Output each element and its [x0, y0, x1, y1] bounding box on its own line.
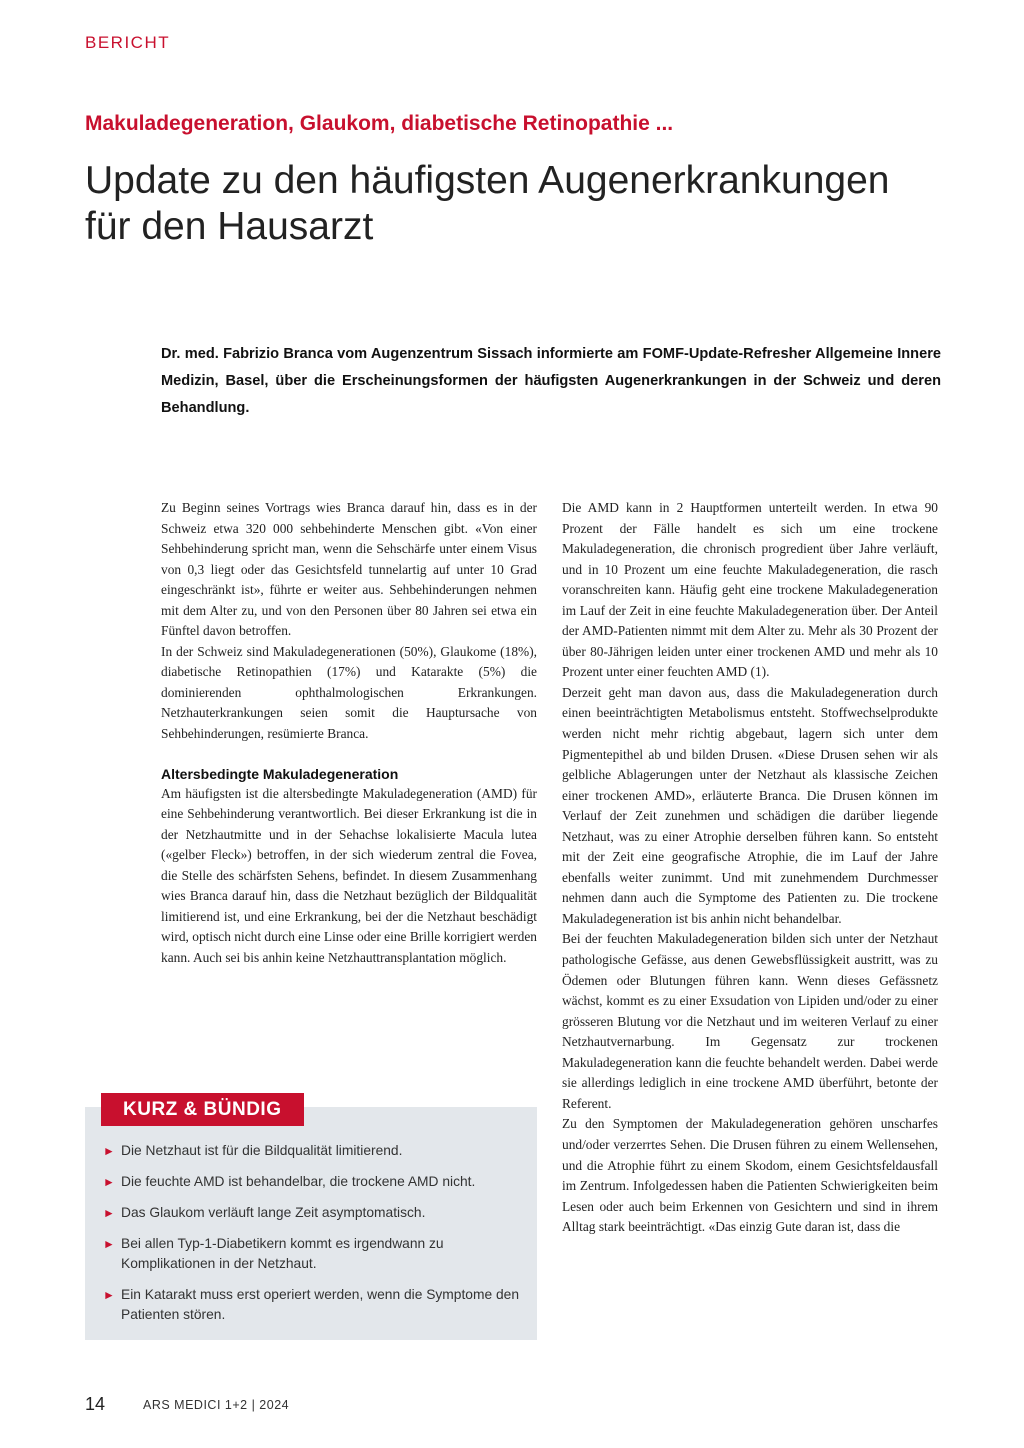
bullet-arrow-icon: ►: [103, 1237, 115, 1251]
kicker-title: Makuladegeneration, Glaukom, diabetische Retinopathie ...: [85, 112, 674, 135]
body-paragraph: Bei der feuchten Makuladegeneration bilden sich unter der Netzhaut pathologische Gefässe, aus denen Gewebsflüssigkeit austritt, was zu Ödemen oder Blutungen führen kann. Wenn dieses Gefässnetz wächst, kommt es zu einer Exsudation von Lipiden und/oder zu einer grösseren Blutung vor die Netzhaut und im weiteren Verlauf zu einer Netzhautvernarbung. Im Gegensatz zur trockenen Makuladegeneration kann die feuchte behandelt werden. Dabei werde sie allerdings lediglich in eine trockene AMD überführt, betonte der Referent.: [562, 931, 938, 1111]
section-label: BERICHT: [85, 33, 171, 52]
headline-line-1: Update zu den häufigsten Augenerkrankungen: [85, 159, 890, 202]
journal-issue: ARS MEDICI 1+2 | 2024: [143, 1398, 290, 1412]
headline-line-2: für den Hausarzt: [85, 205, 374, 248]
lead-paragraph: Dr. med. Fabrizio Branca vom Augenzentrum Sissach informierte am FOMF-Update-Refresher Allgemeine Innere Medizin, Basel, über die Erscheinungsformen der häufigsten Augenerkrankungen in der Schweiz und deren Behandlung.: [161, 346, 941, 416]
body-paragraph: Zu den Symptomen der Makuladegeneration gehören unscharfes und/oder verzerrtes Sehen. Die Drusen führen zu einem Wellensehen, und die Atrophie führt zu einem Skodom, einem Gesichtsfeldausfall im Zentrum. Infolgedessen haben die Patienten Schwierigkeiten beim Lesen oder auch beim Erkennen von Gesichtern und sind in ihrem Alltag stark beeinträchtigt. «Das einzig Gute daran ist, dass die: [562, 1116, 938, 1235]
body-paragraph: Die AMD kann in 2 Hauptformen unterteilt werden. In etwa 90 Prozent der Fälle handelt es sich um eine trockene Makuladegeneration, die chronisch progredient über Jahre verläuft, und in 10 Prozent um eine feuchte Makuladegeneration, die rasch voranschreiten kann. Häufig geht eine trockene Makuladegeneration im Lauf der Zeit in eine feuchte Makuladegeneration über. Der Anteil der AMD-Patienten nimmt mit dem Alter zu. Mehr als 30 Prozent der über 80-Jährigen leiden unter einer trockenen AMD und mehr als 10 Prozent unter einer feuchten AMD (1).: [562, 500, 938, 680]
summary-item-text: Die feuchte AMD ist behandelbar, die trockene AMD nicht.: [121, 1174, 476, 1189]
body-paragraph: In der Schweiz sind Makuladegenerationen (50%), Glaukome (18%), diabetische Retinopathien (17%) und Katarakte (5%) die dominierenden ophthalmologischen Erkrankungen. Netzhauterkrankungen seien somit die Hauptursache von Sehbehinderungen, resümierte Branca.: [161, 643, 537, 742]
summary-item-text: Bei allen Typ-1-Diabetikern kommt es irgendwann zu Komplikationen in der Netzhaut.: [121, 1236, 444, 1271]
body-paragraph: Zu Beginn seines Vortrags wies Branca darauf hin, dass es in der Schweiz etwa 320 000 sehbehinderte Menschen gibt. «Von einer Sehbehinderung spricht man, wenn die Sehschärfe unter einem Visus von 0,3 liegt oder das Gesichtsfeld tunnelartig auf unter 10 Grad eingeschränkt ist», führte er weiter aus. Sehbehinderungen nehmen mit dem Alter zu, und von den Personen über 80 Jahren sei etwa ein Fünftel davon betroffen.: [161, 500, 537, 639]
left-column: [161, 498, 537, 968]
bullet-arrow-icon: ►: [103, 1144, 115, 1158]
summary-item-text: Die Netzhaut ist für die Bildqualität limitierend.: [121, 1143, 403, 1158]
summary-list: [103, 1141, 523, 1336]
bullet-arrow-icon: ►: [103, 1288, 115, 1302]
summary-item: [103, 1141, 523, 1161]
bullet-arrow-icon: ►: [103, 1175, 115, 1189]
summary-item: [103, 1234, 523, 1274]
summary-box-title: KURZ & BÜNDIG: [101, 1093, 304, 1126]
bullet-arrow-icon: ►: [103, 1206, 115, 1220]
subheading: Altersbedingte Makuladegeneration: [161, 765, 399, 782]
body-paragraph: Derzeit geht man davon aus, dass die Makuladegeneration durch einen beeinträchtigten Metabolismus entsteht. Stoffwechselprodukte werden nicht mehr richtig abgebaut, lagern sich unter dem Pigmentepithel ab und bilden Drusen. «Diese Drusen sehen wir als gelbliche Ablagerungen unter der Netzhaut als klassische Zeichen einer trockenen AMD», erläuterte Branca. Die Drusen können im Verlauf der Zeit zunehmen und schädigen die darüber liegende Netzhaut, was zu einer Atrophie derselben führen kann. So entsteht mit der Zeit eine geografische Atrophie, die im Lauf der Jahre ebenfalls weiter zunimmt. Und mit zunehmendem Durchmesser nehmen dann auch die Symptome des Patienten zu. Die trockene Makuladegeneration ist bis anhin nicht behandelbar.: [562, 684, 938, 926]
summary-item: [103, 1285, 523, 1325]
summary-item: [103, 1203, 523, 1223]
body-paragraph: Am häufigsten ist die altersbedingte Makuladegeneration (AMD) für eine Sehbehinderung verantwortlich. Bei dieser Erkrankung ist die in der Netzhautmitte und in der Sehachse lokalisierte Macula lutea («gelber Fleck») betroffen, in der sich wiederum zentral die Fovea, die Stelle des schärfsten Sehens, befindet. In diesem Zusammenhang wies Branca darauf hin, dass die Netzhaut bezüglich der Bildqualität limitierend ist, und eine Erkrankung, bei der die Netzhaut beschädigt wird, optisch nicht durch eine Linse oder eine Brille korrigiert werden kann. Auch sei bis anhin keine Netzhauttransplantation möglich.: [161, 785, 537, 965]
summary-item-text: Ein Katarakt muss erst operiert werden, wenn die Symptome den Patienten stören.: [121, 1287, 520, 1322]
page-number: 14: [85, 1394, 106, 1414]
headline: [85, 158, 985, 250]
summary-item-text: Das Glaukom verläuft lange Zeit asymptomatisch.: [121, 1205, 426, 1220]
summary-item: [103, 1172, 523, 1192]
right-column: [562, 498, 938, 1238]
